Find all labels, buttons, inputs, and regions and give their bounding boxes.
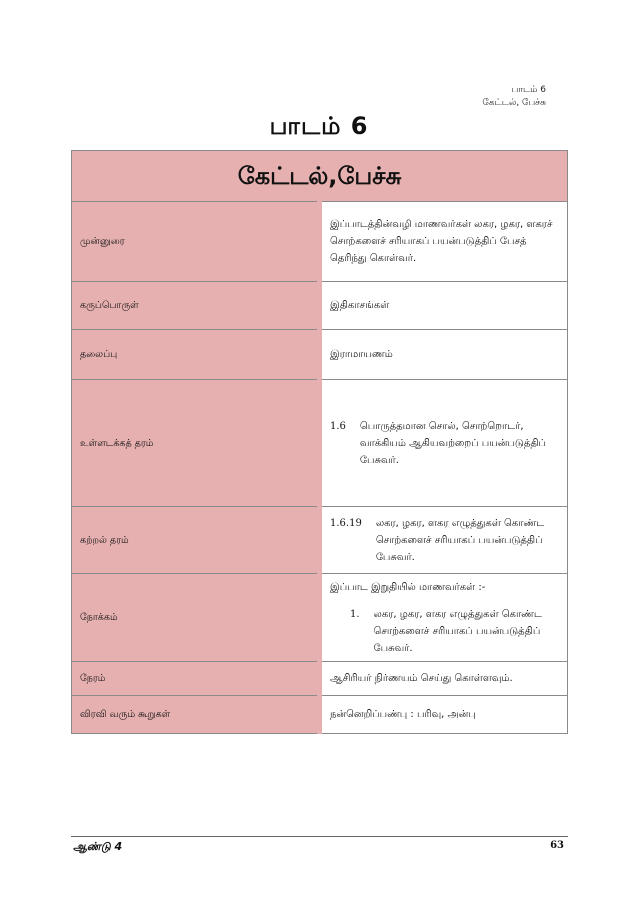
row-label-theme: கருப்பொருள் <box>72 282 320 330</box>
lesson-title: பாடம் 6 <box>269 112 369 140</box>
row-label-time: நேரம் <box>72 662 320 696</box>
content-standard-number: 1.6 <box>330 420 346 432</box>
row-label-objective: நோக்கம் <box>72 574 320 662</box>
row-label-cross-curricular: விரவி வரும் கூறுகள் <box>72 696 320 734</box>
footer-divider <box>71 836 568 837</box>
row-label-content-standard: உள்ளடக்கத் தரம் <box>72 380 320 507</box>
running-header-topic: கேட்டல், பேச்சு <box>482 98 546 108</box>
row-content-objective <box>320 574 568 662</box>
row-content-introduction: இப்பாடத்தின்வழி மாணவர்கள் லகர, ழகர, ளகரச் சொற்களைச் சரியாகப் பயன்படுத்திப் பேசத் தெரிந்து கொள்வர். <box>320 202 568 282</box>
row-label-introduction: முன்னுரை <box>72 202 320 282</box>
learning-standard-number: 1.6.19 <box>330 517 362 529</box>
row-content-topic: இராமாயணம் <box>320 330 568 380</box>
table-row-content-standard <box>72 380 568 507</box>
row-content-time: ஆசிரியர் நிர்ணயம் செய்து கொள்ளவும். <box>320 662 568 696</box>
table-row-theme <box>72 282 568 330</box>
objective-intro: இப்பாட இறுதியில் மாணவர்கள் :- <box>330 581 486 593</box>
objective-number: 1. <box>350 608 360 620</box>
row-label-topic: தலைப்பு <box>72 330 320 380</box>
row-content-cross-curricular: நன்னெறிப்பண்பு : பரிவு, அன்பு <box>320 696 568 734</box>
row-content-content-standard <box>320 380 568 507</box>
footer-page-number: 63 <box>550 840 564 851</box>
row-content-learning-standard <box>320 507 568 574</box>
footer-grade: ஆண்டு 4 <box>73 840 123 853</box>
table-row-cross-curricular <box>72 696 568 734</box>
lesson-plan-table <box>71 150 568 734</box>
table-row-topic <box>72 330 568 380</box>
table-title-row <box>72 151 568 202</box>
running-header-lesson: பாடம் 6 <box>511 85 546 95</box>
learning-standard-text: லகர, ழகர, ளகர எழுத்துகள் கொண்ட சொற்களைச் சரியாகப் பயன்படுத்திப் பேசுவர். <box>375 517 545 563</box>
row-content-theme: இதிகாசங்கள் <box>320 282 568 330</box>
table-row-objective <box>72 574 568 662</box>
objective-text: லகர, ழகர, ளகர எழுத்துகள் கொண்ட சொற்களைச் சரியாகப் பயன்படுத்திப் பேசுவர். <box>373 608 542 654</box>
row-label-learning-standard: கற்றல் தரம் <box>72 507 320 574</box>
learning-standard-item <box>330 515 559 566</box>
content-standard-text: பொருத்தமான சொல், சொற்றொடர், வாக்கியம் ஆகியவற்றைப் பயன்படுத்திப் பேசுவர். <box>359 420 546 466</box>
table-row-introduction <box>72 202 568 282</box>
objective-item <box>330 606 559 657</box>
content-standard-item <box>330 418 559 469</box>
table-row-time <box>72 662 568 696</box>
table-row-learning-standard <box>72 507 568 574</box>
table-title: கேட்டல்,பேச்சு <box>72 151 568 202</box>
running-header <box>482 84 546 110</box>
